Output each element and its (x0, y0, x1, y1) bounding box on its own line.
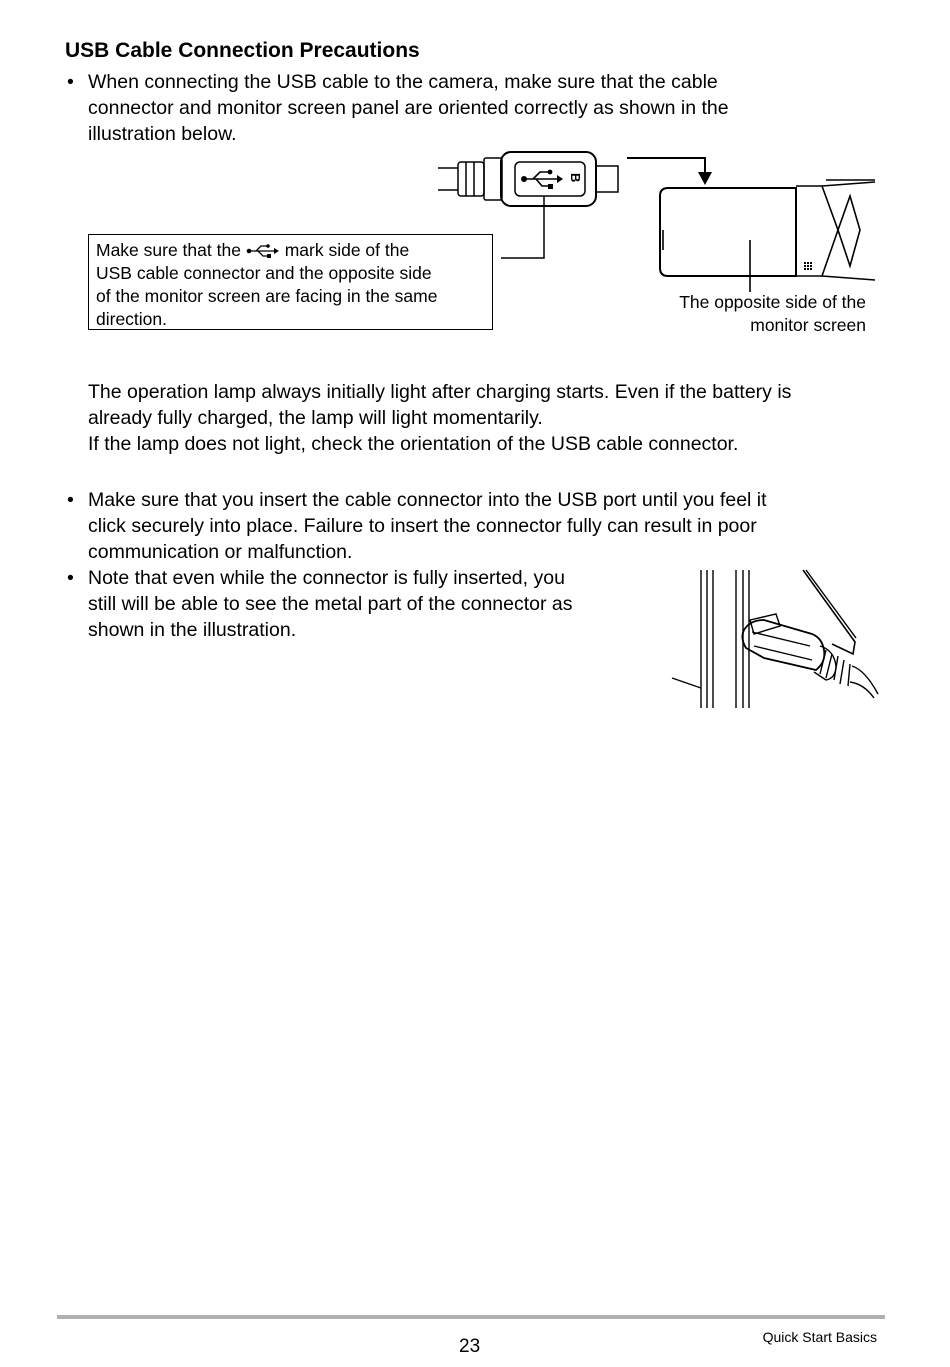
lamp-line-1: The operation lamp always initially light after charging starts. Even if the battery is (88, 381, 792, 403)
inserted-connector-illustration (660, 566, 885, 712)
page-number: 23 (459, 1336, 481, 1357)
bullet-2-line-1: Make sure that you insert the cable connector into the USB port until you feel it (88, 489, 767, 511)
lamp-paragraph (88, 379, 791, 457)
bullet-marker: • (67, 567, 74, 589)
callout-line-3: of the monitor screen are facing in the same (96, 286, 438, 306)
bullet-1-line-2: connector and monitor screen panel are oriented correctly as shown in the (88, 97, 729, 119)
bullet-3-text (88, 565, 573, 643)
opposite-label-line-1: The opposite side of the (679, 292, 866, 312)
bullet-2-line-2: click securely into place. Failure to insert the connector fully can result in poor (88, 515, 757, 537)
opposite-label-line-2: monitor screen (750, 315, 866, 335)
section-name: Quick Start Basics (762, 1329, 877, 1345)
bullet-2-line-3: communication or malfunction. (88, 541, 353, 563)
callout-line-2: USB cable connector and the opposite side (96, 263, 432, 283)
lamp-line-2: already fully charged, the lamp will light momentarily. (88, 407, 543, 429)
orientation-callout (88, 234, 493, 330)
bullet-1-line-3: illustration below. (88, 123, 237, 145)
callout-text-after-icon: mark side of the (284, 240, 410, 260)
bullet-marker: • (67, 71, 74, 93)
bullet-1-line-1: When connecting the USB cable to the camera, make sure that the cable (88, 71, 718, 93)
opposite-side-label (679, 291, 866, 337)
section-heading: USB Cable Connection Precautions (65, 39, 420, 62)
lamp-line-3: If the lamp does not light, check the orientation of the USB cable connector. (88, 433, 739, 455)
bullet-2-text (88, 487, 767, 565)
bullet-3-line-2: still will be able to see the metal part of the connector as (88, 593, 573, 615)
callout-line-1 (96, 239, 486, 262)
connector-b-letter: B (568, 173, 583, 183)
footer-rule (57, 1315, 885, 1319)
bullet-3-line-3: shown in the illustration. (88, 619, 297, 641)
bullet-marker: • (67, 489, 74, 511)
bullet-3-line-1: Note that even while the connector is fully inserted, you (88, 567, 565, 589)
usb-mark-icon (246, 244, 280, 258)
callout-text-before-icon: Make sure that the (96, 240, 241, 260)
callout-line-4: direction. (96, 309, 168, 329)
